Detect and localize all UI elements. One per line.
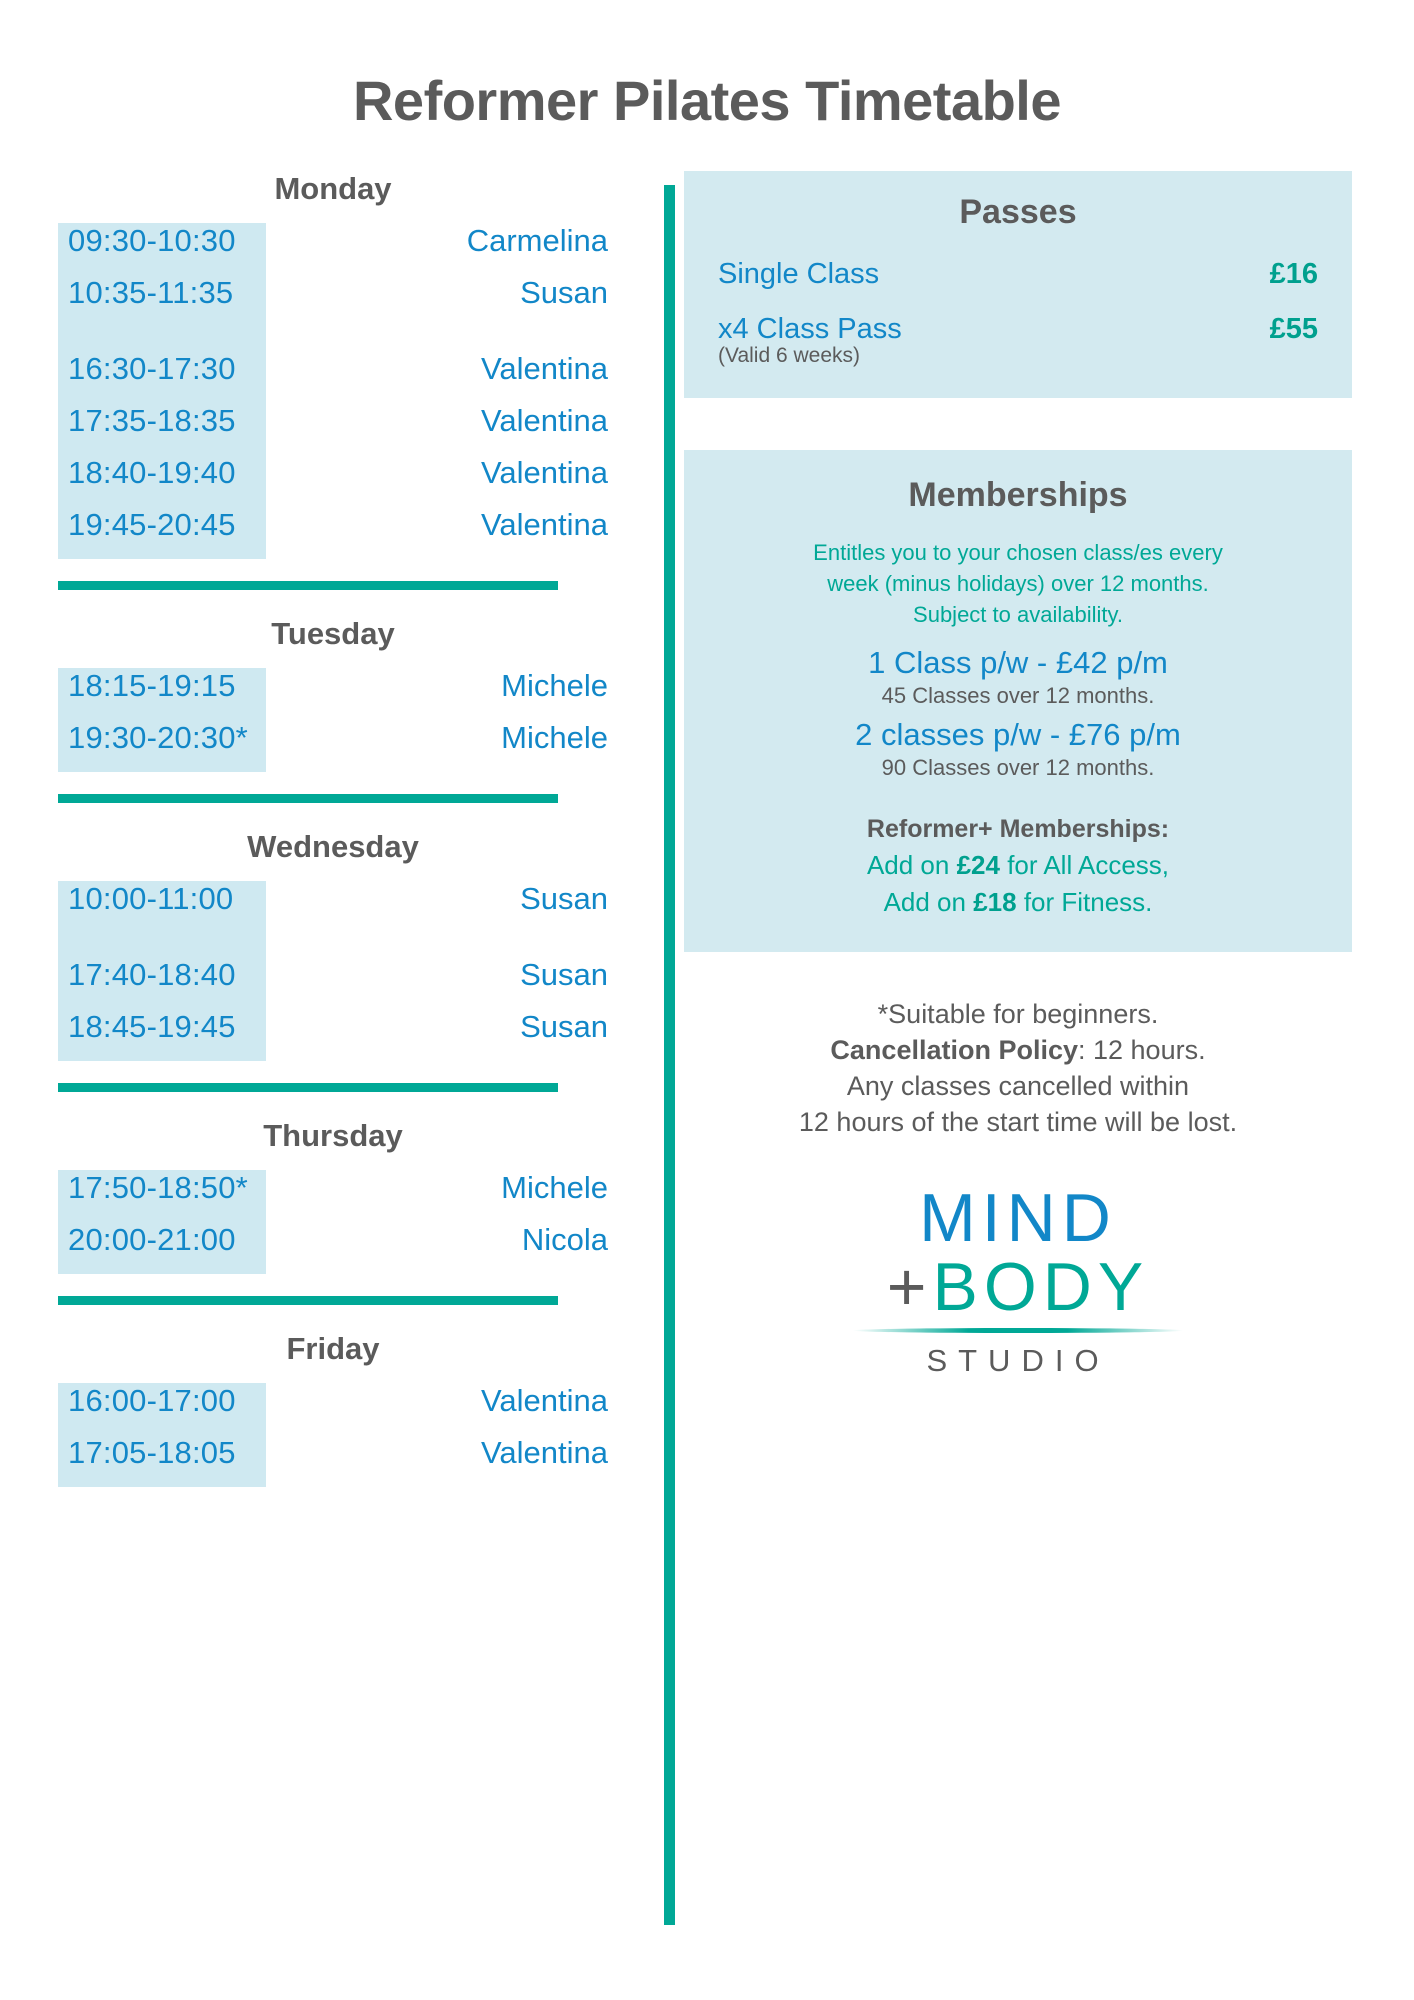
studio-logo: [684, 1180, 1352, 1378]
class-instructor: Michele: [501, 720, 608, 755]
class-time: 17:35-18:35: [68, 403, 236, 438]
schedule-row: [58, 223, 660, 275]
class-time: 16:00-17:00: [68, 1383, 236, 1418]
reformer-plus-line: [714, 887, 1322, 918]
schedule-row: [58, 1222, 660, 1274]
schedule-row: [58, 720, 660, 772]
schedule-row: [58, 668, 660, 720]
pass-validity-note: (Valid 6 weeks): [718, 344, 860, 367]
reformer-plus-prefix: Add on: [883, 886, 974, 917]
class-instructor: Valentina: [481, 507, 608, 542]
schedule-row: [58, 957, 660, 1009]
class-instructor: Michele: [501, 668, 608, 703]
reformer-plus-amount: £24: [956, 849, 1000, 880]
membership-tier-detail: 90 Classes over 12 months.: [881, 754, 1155, 780]
schedule-row: [58, 1435, 660, 1487]
pass-price: £55: [1269, 313, 1318, 345]
class-time: 19:30-20:30*: [68, 720, 248, 755]
schedule-row: [58, 403, 660, 455]
column-divider: [660, 171, 684, 1487]
beginners-note: *Suitable for beginners.: [877, 998, 1159, 1029]
day-heading-wednesday: Wednesday: [247, 829, 419, 864]
day-block: [58, 829, 660, 1092]
passes-heading: Passes: [959, 193, 1077, 231]
schedule-row: [58, 1009, 660, 1061]
day-separator-rule: [58, 581, 558, 590]
class-time: 10:00-11:00: [68, 881, 234, 916]
day-heading-tuesday: Tuesday: [271, 616, 395, 651]
day-rows: [58, 881, 660, 1061]
schedule-row: [58, 351, 660, 403]
logo-mind-text: MIND: [919, 1180, 1117, 1257]
class-time: 18:15-19:15: [68, 668, 236, 703]
content-columns: [0, 171, 1414, 1487]
memberships-heading: Memberships: [908, 476, 1128, 514]
schedule-row: [58, 275, 660, 327]
vertical-divider-line: [664, 185, 675, 1925]
class-time: 16:30-17:30: [68, 351, 236, 386]
pass-row: [718, 313, 1318, 346]
class-time: 18:40-19:40: [68, 455, 236, 490]
schedule-row: [58, 1383, 660, 1435]
logo-studio-text: STUDIO: [926, 1342, 1110, 1378]
logo-body-text: BODY: [932, 1249, 1150, 1326]
class-instructor: Valentina: [481, 1383, 608, 1418]
pass-price: £16: [1269, 258, 1318, 290]
schedule-spacer-row: [58, 327, 660, 351]
class-instructor: Valentina: [481, 351, 608, 386]
day-block: [58, 616, 660, 803]
reformer-plus-line: [714, 850, 1322, 881]
logo-plus-body-line: [684, 1249, 1352, 1326]
schedule-row: [58, 881, 660, 933]
class-instructor: Susan: [520, 957, 608, 992]
policy-notes: [684, 996, 1352, 1141]
class-instructor: Michele: [501, 1170, 608, 1205]
day-heading-friday: Friday: [286, 1331, 380, 1366]
class-time: 17:05-18:05: [68, 1435, 236, 1470]
day-rows: [58, 1170, 660, 1274]
day-heading-thursday: Thursday: [263, 1118, 403, 1153]
day-heading-monday: Monday: [274, 171, 392, 206]
class-time: 17:50-18:50*: [68, 1170, 248, 1205]
reformer-plus-heading: Reformer+ Memberships:: [866, 814, 1170, 843]
pass-row: [718, 258, 1318, 291]
logo-swoosh-underline: [853, 1328, 1183, 1333]
memberships-intro: [714, 537, 1322, 631]
schedule-row: [58, 455, 660, 507]
membership-tier-detail: 45 Classes over 12 months.: [881, 682, 1155, 708]
class-instructor: Valentina: [481, 403, 608, 438]
day-separator-rule: [58, 1083, 558, 1092]
memberships-intro-line: Entitles you to your chosen class/es every: [813, 540, 1223, 565]
cancellation-policy-line: [684, 1032, 1352, 1068]
day-separator-rule: [58, 794, 558, 803]
info-column: [684, 171, 1414, 1487]
cancellation-policy-value: : 12 hours.: [1078, 1034, 1206, 1065]
pass-label: x4 Class Pass: [718, 313, 902, 345]
class-time: 20:00-21:00: [68, 1222, 236, 1257]
memberships-intro-line: week (minus holidays) over 12 months.: [827, 571, 1209, 597]
class-instructor: Valentina: [481, 455, 608, 490]
class-instructor: Susan: [520, 275, 608, 310]
class-time: 18:45-19:45: [68, 1009, 236, 1044]
membership-tier-price: 2 classes p/w - £76 p/m: [855, 716, 1181, 752]
class-time: 09:30-10:30: [68, 223, 236, 258]
reformer-plus-suffix: for Fitness.: [1016, 886, 1153, 917]
reformer-plus-amount: £18: [973, 886, 1017, 917]
class-instructor: Nicola: [521, 1222, 608, 1257]
day-rows: [58, 223, 660, 559]
cancellation-note-line: 12 hours of the start time will be lost.: [798, 1107, 1238, 1138]
schedule-row: [58, 507, 660, 559]
passes-box: [684, 171, 1352, 398]
class-time: 19:45-20:45: [68, 507, 236, 542]
day-rows: [58, 668, 660, 772]
page-title: Reformer Pilates Timetable: [352, 69, 1062, 132]
class-instructor: Susan: [520, 1009, 608, 1044]
schedule-column: [0, 171, 660, 1487]
class-instructor: Carmelina: [466, 223, 608, 258]
class-instructor: Susan: [520, 881, 608, 916]
memberships-box: [684, 450, 1352, 952]
schedule-spacer-row: [58, 933, 660, 957]
schedule-row: [58, 1170, 660, 1222]
cancellation-policy-label: Cancellation Policy: [830, 1034, 1078, 1065]
day-separator-rule: [58, 1296, 558, 1305]
membership-tier-price: 1 Class p/w - £42 p/m: [868, 644, 1168, 680]
class-instructor: Valentina: [481, 1435, 608, 1470]
day-block: [58, 1118, 660, 1305]
pass-label: Single Class: [718, 258, 880, 290]
class-time: 10:35-11:35: [68, 275, 234, 310]
day-block: [58, 171, 660, 590]
cancellation-note-line: Any classes cancelled within: [846, 1071, 1190, 1102]
reformer-plus-suffix: for All Access,: [999, 849, 1170, 880]
class-time: 17:40-18:40: [68, 957, 236, 992]
day-block: [58, 1331, 660, 1487]
day-rows: [58, 1383, 660, 1487]
memberships-intro-line: Subject to availability.: [913, 602, 1123, 628]
reformer-plus-prefix: Add on: [866, 849, 957, 880]
logo-plus-icon: +: [886, 1249, 933, 1326]
